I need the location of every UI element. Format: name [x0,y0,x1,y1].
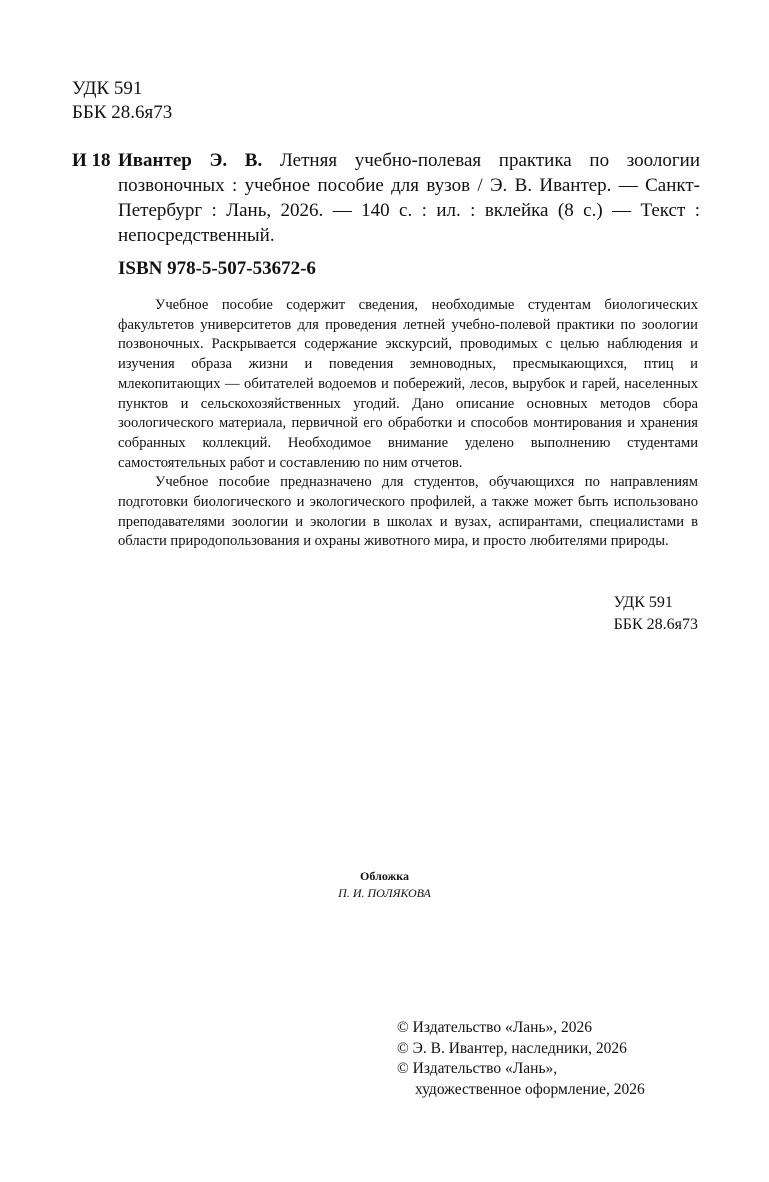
copyright-block [397,1018,645,1100]
copyright-line: © Издательство «Лань», [397,1060,558,1077]
annotation-paragraph: Учебное пособие предназначено для студентов, обучающихся по направлениям подготовки биологического и экологического профилей, а также может быть использовано преподавателями зоологии и экологии в школах и вузах, аспирантами, специалистами в области природопользования и охраны животного мира, и просто любителями природы. [118,474,698,550]
bbk-code: ББК 28.6я73 [613,616,698,633]
book-description: Летняя учебно-полевая практика по зоологии позвоночных : учебное пособие для вузов / Э. В. Ивантер. — Санкт-Петербург : Лань, 2026. — 140 с. : ил. : вклейка (8 с.) — Текст : непосредственный. [118,150,700,246]
bbk-code: ББК 28.6я73 [72,102,173,123]
bibliographic-entry [72,148,700,248]
copyright-line: © Издательство «Лань», 2026 [397,1019,593,1036]
bibliographic-description [118,148,700,248]
cover-label: Обложка [360,869,409,883]
udk-code: УДК 591 [613,594,673,611]
classification-codes-bottom [614,592,698,636]
classification-codes-top [72,77,172,125]
udk-code: УДК 591 [72,78,143,99]
isbn: ISBN 978-5-507-53672-6 [118,258,316,279]
annotation-paragraph: Учебное пособие содержит сведения, необходимые студентам биологических факультетов университетов для проведения летней учебно-полевой практики по зоологии позвоночных. Раскрывается содержание экскурсий, проводимых с целью наблюдения и изучения образа жизни и поведения земноводных, пресмыкающихся, птиц и млекопитающих — обитателей водоемов и побережий, лесов, вырубок и гарей, населенных пунктов и сельскохозяйственных угодий. Дано описание основных методов сбора зоологического материала, первичной его обработки и способов монтирования и хранения собранных коллекций. Необходимое внимание уделено выполнению студентами самостоятельных работ и составлению по ним отчетов. [118,297,698,471]
copyright-line: художественное оформление, 2026 [415,1080,645,1098]
author-name: Ивантер Э. В. [118,150,263,171]
author-sign: И 18 [72,150,111,171]
copyright-line: © Э. В. Ивантер, наследники, 2026 [397,1039,627,1057]
cover-credit [0,868,769,902]
cover-artist: П. И. ПОЛЯКОВА [338,886,431,900]
annotation [118,296,698,552]
